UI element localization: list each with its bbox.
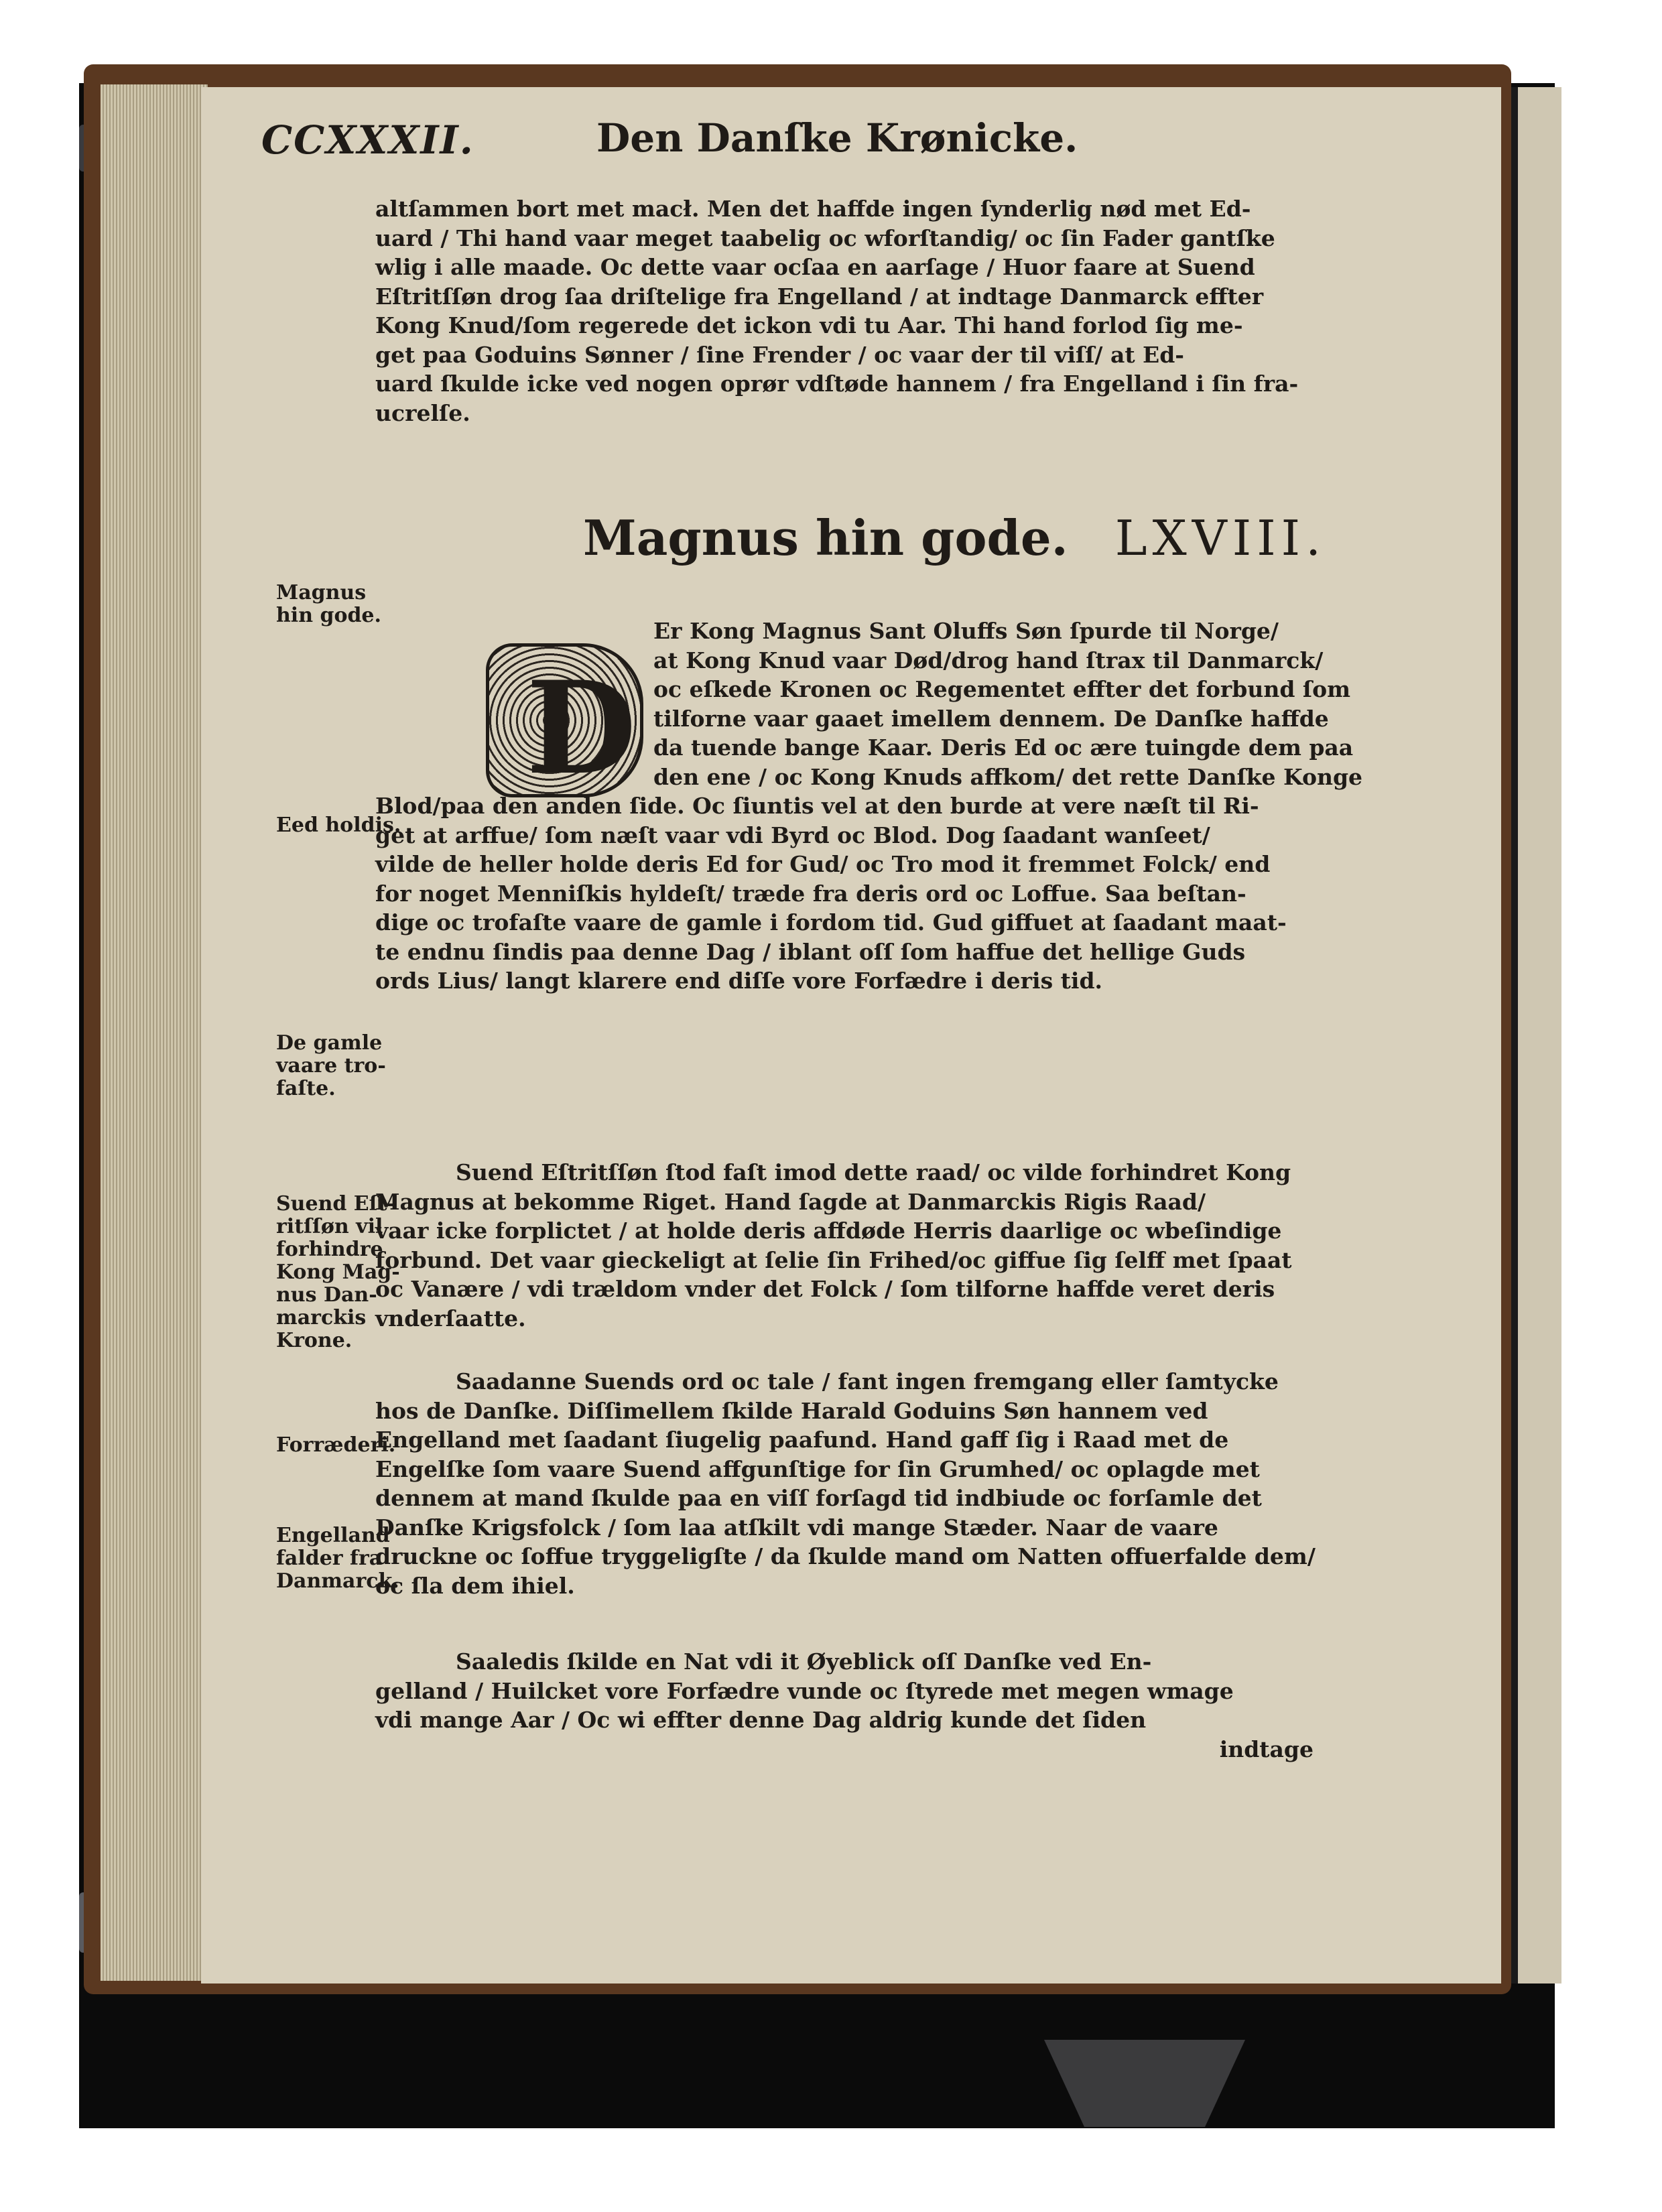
text-line: Engelland met ſaadant ſiugelig paafund. Hand gaff ſig i Raad met de xyxy=(375,1427,1229,1453)
text-line: vaar icke forplictet / at holde deris affdøde Herris daarlige oc wbeſindige xyxy=(375,1218,1282,1244)
text-line: den ene / oc Kong Knuds affkom/ det rette Danſke Konge xyxy=(653,763,1363,790)
margin-line: ritſſøn vil xyxy=(276,1215,383,1238)
text-line: get at arffue/ ſom næſt vaar vdi Byrd oc Blod. Dog ſaadant wanſeet/ xyxy=(375,822,1210,848)
margin-note-forraederi xyxy=(276,1434,395,1457)
text-line: Danſke Krigsfolck / ſom laa atſkilt vdi mange Stæder. Naar de vaare xyxy=(375,1514,1218,1541)
margin-line: Suend Eſt- xyxy=(276,1192,395,1216)
chapter-paragraph xyxy=(375,791,1287,996)
text-line: Saaledis ſkilde en Nat vdi it Øyeblick oſſ Danſke ved En- xyxy=(456,1648,1152,1675)
text-line: uard ſkulde icke ved nogen oprør vdſtøde hannem / fra Engelland i ſin fra- xyxy=(375,371,1299,397)
folio-number: CCXXXII. xyxy=(261,117,474,163)
text-line: Blod/paa den anden ſide. Oc ſiuntis vel at den burde at vere næſt til Ri- xyxy=(375,793,1259,819)
chapter-title: Magnus hin gode. xyxy=(583,509,1068,566)
text-line: vdi mange Aar / Oc wi effter denne Dag aldrig kunde det ſiden xyxy=(375,1707,1147,1733)
paragraph-harald xyxy=(375,1367,1316,1600)
text-line: te endnu ſindis paa denne Dag / iblant oſſ ſom haffue det hellige Guds xyxy=(375,938,1246,965)
catchword: indtage xyxy=(1219,1736,1314,1762)
text-line: altſammen bort met macł. Men det haffde ingen ſynderlig nød met Ed- xyxy=(375,196,1251,222)
chapter-number: LXVIII. xyxy=(1114,510,1326,566)
margin-line: marckis xyxy=(276,1306,367,1329)
margin-line: Kong Mag- xyxy=(276,1260,400,1284)
text-line: at Kong Knud vaar Død/drog hand ſtrax til Danmarck/ xyxy=(653,647,1324,673)
running-title: Den Danſke Krønicke. xyxy=(596,115,1078,161)
margin-line: hin gode. xyxy=(276,604,381,627)
footer-line: Vilh. Bruuns Samling (LN 1451 2° copy 5) xyxy=(122,2164,345,2178)
text-line: druckne oc ſoffue tryggeligſte / da ſkulde mand om Natten offuerfalde dem/ xyxy=(375,1543,1316,1569)
page-edges xyxy=(101,84,208,1981)
text-line: uard / Thi hand vaar meget taabelig oc wforſtandig/ oc ſin Fader gantſke xyxy=(375,224,1275,251)
text-line: dennem at mand ſkulde paa en viſſ forſagd tid indbiude oc forſamle det xyxy=(375,1485,1262,1511)
text-line: ucrelſe. xyxy=(375,399,470,426)
text-line: Saadanne Suends ord oc tale / fant ingen fremgang eller ſamtycke xyxy=(456,1368,1279,1394)
margin-line: falder fra xyxy=(276,1547,383,1570)
text-line: get paa Goduins Sønner / ſine Frender / oc vaar der til viſſ/ at Ed- xyxy=(375,341,1184,368)
decorated-initial xyxy=(486,643,643,797)
margin-line: faſte. xyxy=(276,1077,336,1100)
text-line: hos de Danſke. Diſſimellem ſkilde Harald Goduins Søn hannem ved xyxy=(375,1397,1208,1424)
margin-line: De gamle xyxy=(276,1031,383,1055)
margin-line: Krone. xyxy=(276,1329,353,1352)
text-line: oc eſkede Kronen oc Regementet effter det forbund ſom xyxy=(653,676,1351,702)
top-paragraph xyxy=(375,194,1298,428)
footer-line: Images reproduced by courtesy of the Royal Library, Copenhagen. xyxy=(122,2148,477,2162)
margin-line: Danmarck. xyxy=(276,1569,399,1593)
chapter-heading xyxy=(583,509,1326,566)
paragraph-suend xyxy=(375,1158,1292,1333)
text-line: vilde de heller holde deris Ed for Gud/ oc Tro mod it fremmet Folck/ end xyxy=(375,851,1271,877)
chapter-opening-lines xyxy=(653,616,1362,791)
copyright-footer xyxy=(122,2131,477,2179)
margin-line: forhindre xyxy=(276,1238,383,1261)
text-line: vnderſaatte. xyxy=(375,1305,526,1331)
paragraph-last xyxy=(375,1647,1314,1764)
text-line: Er Kong Magnus Sant Oluffs Søn ſpurde til Norge/ xyxy=(653,618,1279,644)
margin-line: Magnus xyxy=(276,581,367,604)
text-line: Engelſke ſom vaare Suend affgunſtige for ſin Grumhed/ oc oplagde met xyxy=(375,1455,1260,1482)
margin-note-magnus xyxy=(276,582,381,627)
margin-line: Eed holdis. xyxy=(276,814,401,837)
text-line: dige oc trofaſte vaare de gamle i fordom tid. Gud giffuet at ſaadant maat- xyxy=(375,909,1287,935)
text-line: Suend Eſtritſſøn ſtod faſt imod dette raad/ oc vilde forhindret Kong xyxy=(456,1159,1291,1185)
text-line: oc ſla dem ihiel. xyxy=(375,1572,575,1599)
text-line: Kong Knud/ſom regerede det ickon vdi tu Aar. Thi hand forlod ſig me- xyxy=(375,312,1243,338)
text-line: forbund. Det vaar gieckeligt at ſelie ſin Frihed/oc giffue ſig ſelff met ſpaat xyxy=(375,1246,1292,1273)
margin-note-gamle xyxy=(276,1032,386,1100)
text-line: gelland / Huilcket vore Forfædre vunde oc ſtyrede met megen wmage xyxy=(375,1677,1234,1704)
initial-letter: D xyxy=(526,653,637,797)
text-line: tilforne vaar gaaet imellem dennem. De Danſke haffde xyxy=(653,705,1329,732)
facing-page-edge xyxy=(1511,87,1561,1983)
footer-line: Early European Books, Copyright © 2010 ProQuest LLC. xyxy=(122,2132,426,2146)
margin-line: vaare tro- xyxy=(276,1054,386,1078)
text-line: da tuende bange Kaar. Deris Ed oc ære tuingde dem paa xyxy=(653,734,1354,761)
text-line: Eſtritſſøn drog ſaa driſtelige fra Engelland / at indtage Danmarck effter xyxy=(375,283,1264,310)
text-line: wlig i alle maade. Oc dette vaar ocſaa en aarſage / Huor faare at Suend xyxy=(375,254,1255,280)
text-line: Magnus at bekomme Riget. Hand ſagde at Danmarckis Rigis Raad/ xyxy=(375,1188,1206,1215)
margin-note-suend xyxy=(276,1193,400,1352)
margin-line: Forræderi. xyxy=(276,1433,396,1457)
text-line: ords Lius/ langt klarere end diſſe vore Forfædre i deris tid. xyxy=(375,968,1103,994)
margin-note-engelland xyxy=(276,1524,399,1593)
text-line: oc Vanære / vdi trældom vnder det Folck / ſom tilforne haffde veret deris xyxy=(375,1276,1275,1302)
text-line: for noget Menniſkis hyldeſt/ træde fra deris ord oc Loffue. Saa beſtan- xyxy=(375,880,1246,907)
glass-clip-bottom xyxy=(1044,2040,1245,2127)
margin-line: Engelland xyxy=(276,1524,390,1547)
margin-line: nus Dan- xyxy=(276,1283,377,1307)
